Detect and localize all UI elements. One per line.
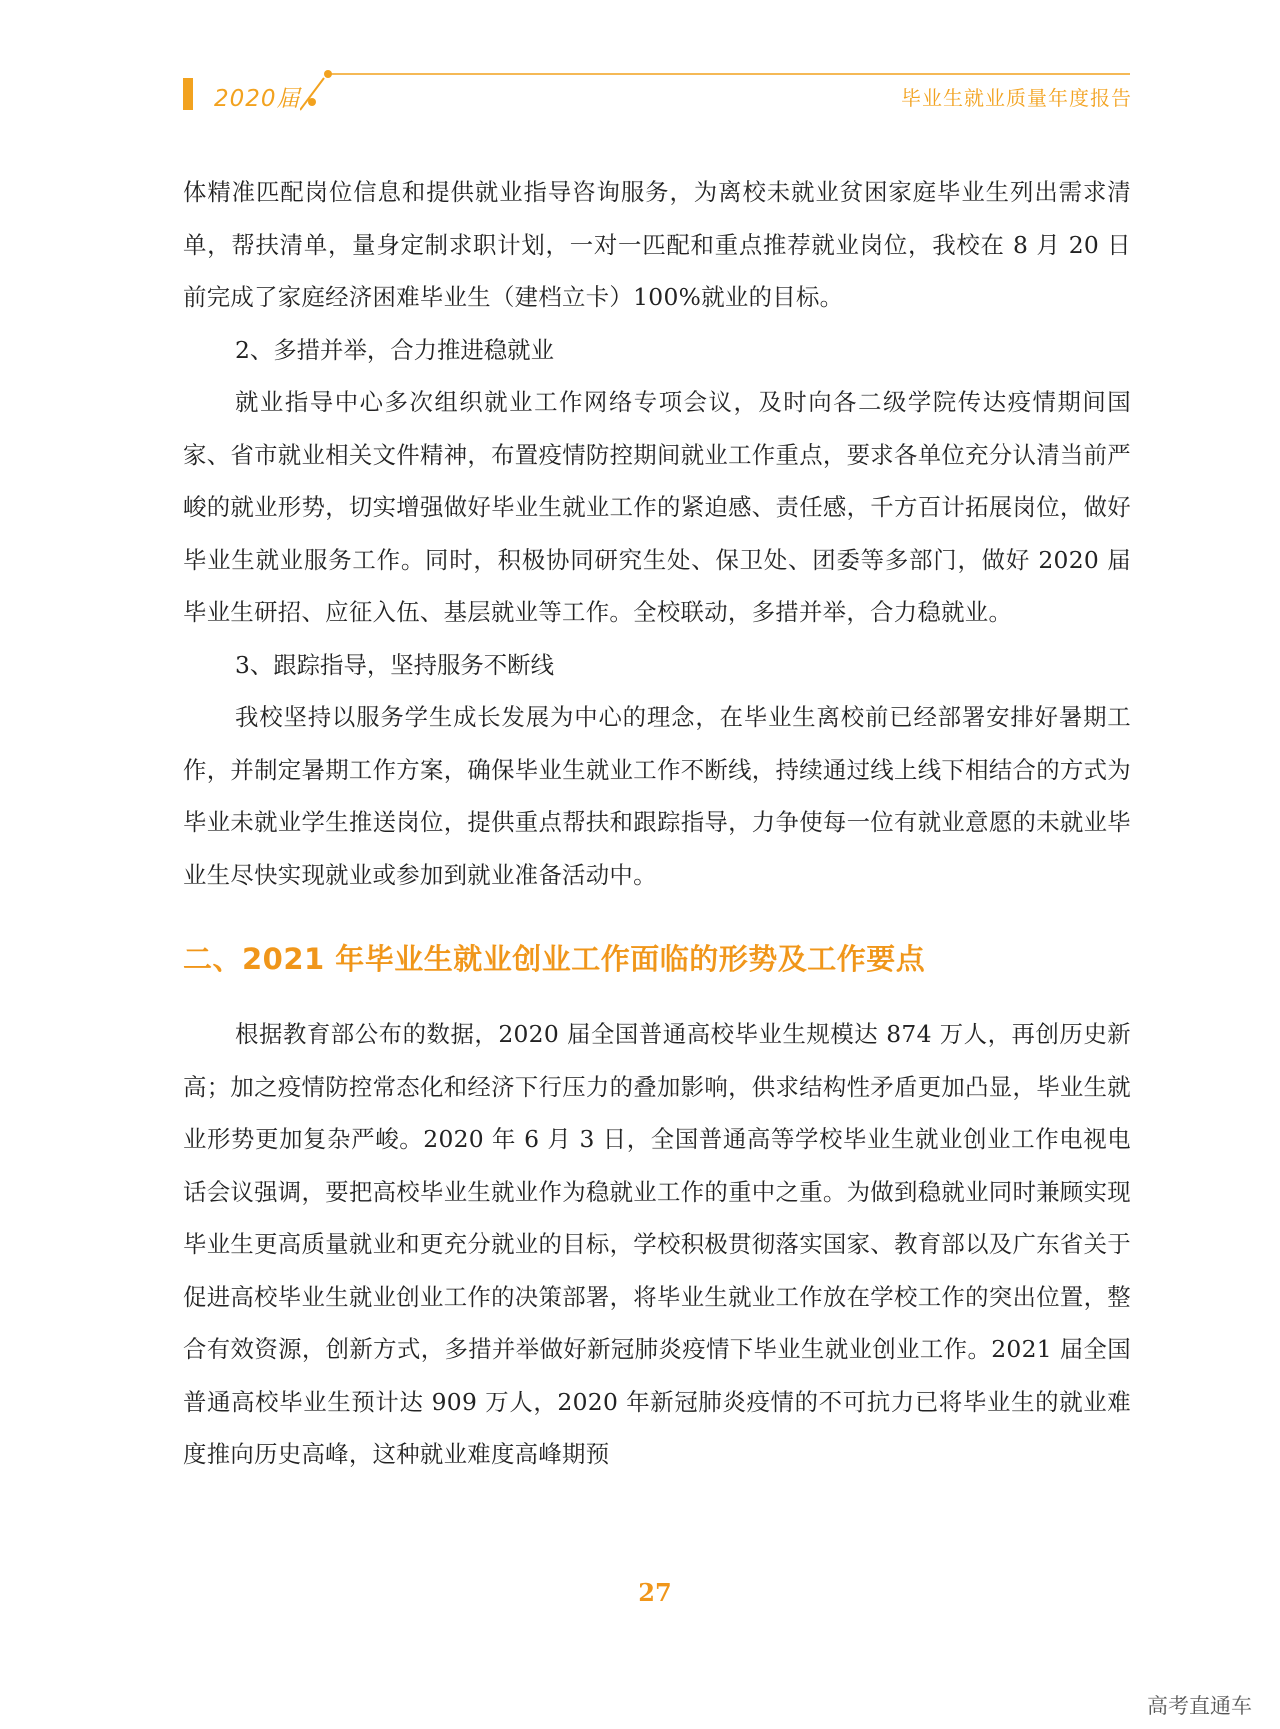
page-number: 27 [638,1578,672,1607]
subheading-3: 3、跟踪指导，坚持服务不断线 [235,650,554,679]
page-header [0,0,1280,120]
section-title: 二、2021 年毕业生就业创业工作面临的形势及工作要点 [183,942,926,976]
page-content [183,166,1131,1481]
subheading-2: 2、多措并举，合力推进稳就业 [235,335,554,364]
header-year-label: 2020届 [214,86,301,112]
paragraph-2: 就业指导中心多次组织就业工作网络专项会议，及时向各二级学院传达疫情期间国家、省市就业相关文件精神，布置疫情防控期间就业工作重点，要求各单位充分认清当前严峻的就业形势，切实增强做好毕业生就业工作的紧迫感、责任感，千方百计拓展岗位，做好毕业生就业服务工作。同时，积极协同研究生处、保卫处、团委等多部门，做好 2020 届毕业生研招、应征入伍、基层就业等工作。全校联动，多措并举，合力稳就业。 [183,388,1131,626]
watermark-text: 高考直通车 [1147,1694,1252,1718]
paragraph-4: 根据教育部公布的数据，2020 届全国普通高校毕业生规模达 874 万人，再创历史新高；加之疫情防控常态化和经济下行压力的叠加影响，供求结构性矛盾更加凸显，毕业生就业形势更加复杂严峻。2020 年 6 月 3 日，全国普通高等学校毕业生就业创业工作电视电话会议强调，要把高校毕业生就业作为稳就业工作的重中之重。为做到稳就业同时兼顾实现毕业生更高质量就业和更充分就业的目标，学校积极贯彻落实国家、教育部以及广东省关于促进高校毕业生就业创业工作的决策部署，将毕业生就业工作放在学校工作的突出位置，整合有效资源，创新方式，多措并举做好新冠肺炎疫情下毕业生就业创业工作。2021 届全国普通高校毕业生预计达 909 万人，2020 年新冠肺炎疫情的不可抗力已将毕业生的就业难度推向历史高峰，这种就业难度高峰期预 [183,1020,1131,1468]
header-accent-bar [183,78,193,110]
paragraph-1: 体精准匹配岗位信息和提供就业指导咨询服务，为离校未就业贫困家庭毕业生列出需求清单，帮扶清单，量身定制求职计划，一对一匹配和重点推荐就业岗位，我校在 8 月 20 日前完成了家庭经济困难毕业生（建档立卡）100%就业的目标。 [183,178,1131,311]
paragraph-3: 我校坚持以服务学生成长发展为中心的理念，在毕业生离校前已经部署安排好暑期工作，并制定暑期工作方案，确保毕业生就业工作不断线，持续通过线上线下相结合的方式为毕业未就业学生推送岗位，提供重点帮扶和跟踪指导，力争使每一位有就业意愿的未就业毕业生尽快实现就业或参加到就业准备活动中。 [183,703,1131,889]
header-report-title: 毕业生就业质量年度报告 [901,86,1132,110]
